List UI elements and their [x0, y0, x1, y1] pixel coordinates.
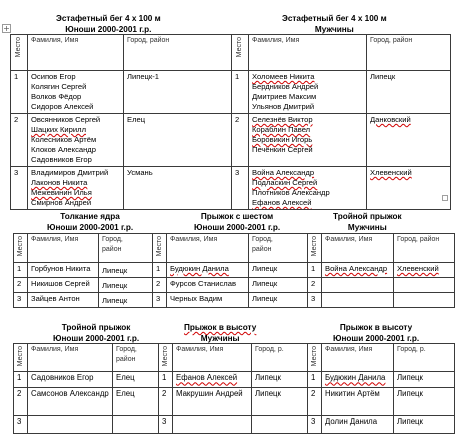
table-row: 3 Зайцев Антон Липецк 3 Черных Вадим Липецк 3 [14, 293, 455, 308]
table-row: 1 Садовников Егор Елец 1 Ефанов Алексей Липецк 1 Будюкин Данила Липецк [14, 372, 455, 388]
table-row: 2 Никишов Сергей Липецк 2 Фурсов Станислав Липецк 2 [14, 278, 455, 293]
t1-col-mesto: Место [11, 35, 28, 71]
t3-caption [47, 211, 133, 233]
t1-caption [56, 13, 161, 35]
t5-subtitle: Мужчины [347, 223, 387, 232]
t2-r2-names: Селезнёв Виктор Кораблин Павел Боровикин Игорь Печёнкин Сергей [249, 114, 367, 167]
t5-caption [333, 211, 402, 233]
table-row: 1 Горбунов Никита Липецк 1 Будюкин Данила Липецк 1 Война Александр Хлевенский [14, 263, 455, 278]
t8-caption [333, 322, 419, 344]
t2-title: Эстафетный бег 4 х 100 м [282, 14, 387, 23]
t2-col-name: Фамилия, Имя [249, 35, 367, 71]
t2-col-city: Город, район [367, 35, 451, 71]
t7-caption [184, 322, 256, 344]
t4-caption [194, 211, 280, 233]
table-move-handle-icon[interactable]: + [3, 24, 10, 33]
t1-r3-names: Владимиров Дмитрий Лаконов Никита Межевинин Илья Смирнов Андрей [28, 167, 124, 210]
t1-col-city: Город, район [124, 35, 232, 71]
relay-header-row [11, 35, 451, 71]
t1-col-name: Фамилия, Имя [28, 35, 124, 71]
t6-title: Тройной прыжок [61, 323, 131, 332]
t2-caption [282, 13, 387, 35]
middle-header-row: Место Фамилия, Имя Город, район Место Фамилия, Имя Город, район Место Фамилия, Имя Город, район [14, 234, 455, 263]
t2-r2-city: Данковский [367, 114, 451, 167]
t2-col-mesto: Место [232, 35, 249, 71]
t4-title: Прыжок с шестом [200, 212, 274, 221]
table-row [11, 114, 451, 167]
t2-r3-place: 3 [232, 167, 249, 210]
t1-r2-names: Овсянников Сергей Шацких Кирилл Колесников Артём Клоков Александр Садовников Егор [28, 114, 124, 167]
t1-r1-names: Осипов Егор Колягин Сергей Волков Фёдор Сидоров Алексей [28, 71, 124, 114]
t6-caption [53, 322, 139, 344]
t7-title: Прыжок в высоту [184, 323, 257, 332]
t4-subtitle: Юноши 2000-2001 г.р. [194, 223, 281, 232]
t3-subtitle: Юноши 2000-2001 г.р. [47, 223, 134, 232]
t2-r3-names: Война Александр Подласкин Сергей Плотников Александр Ефанов Алексей [249, 167, 367, 210]
t7-subtitle: Мужчины [200, 334, 240, 343]
t2-subtitle: Мужчины [314, 25, 354, 34]
t2-r1-city: Липецк [367, 71, 451, 114]
middle-table [13, 233, 455, 308]
t1-title: Эстафетный бег 4 х 100 м [56, 14, 161, 23]
t1-r3-city: Усмань [124, 167, 232, 210]
t2-r1-names: Холомеев Никита Бердников Андрей Дмитриев Максим Ульянов Дмитрий [249, 71, 367, 114]
table-row [11, 71, 451, 114]
t2-r3-city: Хлевенский [367, 167, 451, 210]
table-row [11, 167, 451, 210]
t8-subtitle: Юноши 2000-2001 г.р. [333, 334, 420, 343]
table-row: 2 Самсонов Александр Елец 2 Макрушин Андрей Липецк 2 Никитин Артём Липецк [14, 388, 455, 416]
t1-r1-place: 1 [11, 71, 28, 114]
t6-subtitle: Юноши 2000-2001 г.р. [53, 334, 140, 343]
t8-title: Прыжок в высоту [339, 323, 413, 332]
bottom-header-row: Место Фамилия, Имя Город, район Место Фамилия, Имя Город, р. Место Фамилия, Имя Город, р. [14, 344, 455, 372]
relay-table [10, 34, 451, 210]
bottom-table [13, 343, 455, 434]
t2-r2-place: 2 [232, 114, 249, 167]
t2-r1-place: 1 [232, 71, 249, 114]
t3-title: Толкание ядра [60, 212, 120, 221]
table-row: 3 3 3 Долин Данила Липецк [14, 416, 455, 434]
t1-r1-city: Липецк-1 [124, 71, 232, 114]
t1-r2-place: 2 [11, 114, 28, 167]
t1-r2-city: Елец [124, 114, 232, 167]
t5-title: Тройной прыжок [333, 212, 402, 221]
t1-r3-place: 3 [11, 167, 28, 210]
t1-subtitle: Юноши 2000-2001 г.р. [65, 25, 152, 34]
